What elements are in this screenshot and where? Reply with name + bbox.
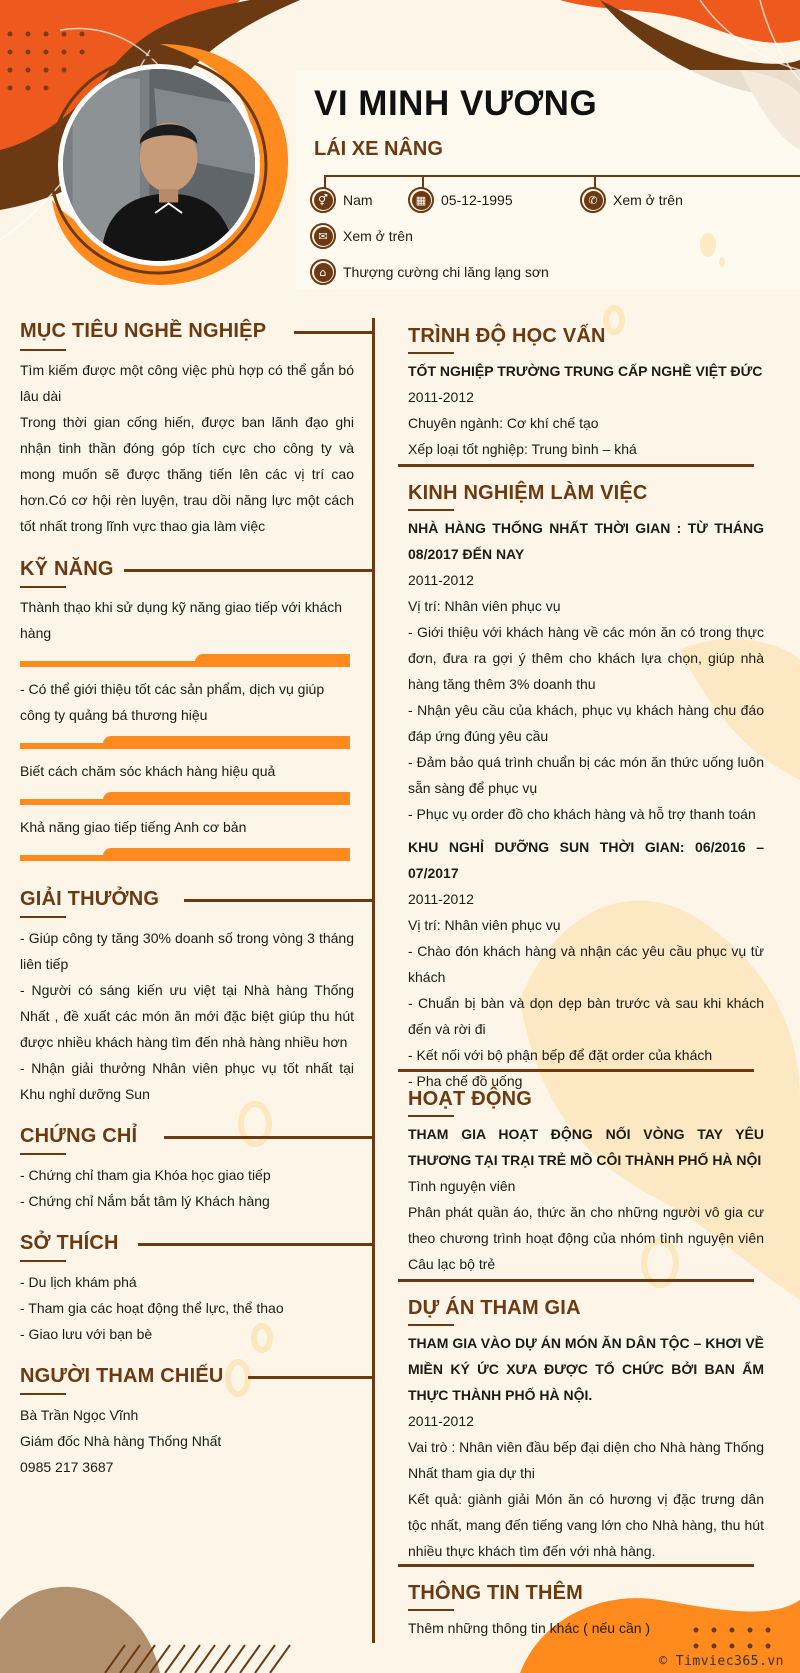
hobbies-title: SỞ THÍCH [20, 1232, 119, 1254]
awards-text: - Giúp công ty tăng 30% doanh số trong vòng 3 tháng liên tiếp - Người có sáng kiến ưu việt tại Nhà hàng Thống Nhất , đề xuất các món ăn mới đặc biệt giúp thu hút được nhiều khách hàng tìm đến nhà hàng nhiều hơn - Nhận giải thưởng Nhân viên phục vụ tốt nhất tại Khu nghỉ dưỡng Sun [20, 930, 354, 1102]
references-title: NGƯỜI THAM CHIẾU [20, 1365, 224, 1387]
skill-item: Khả năng giao tiếp tiếng Anh cơ bản [20, 814, 352, 861]
skills-title: KỸ NĂNG [20, 558, 114, 580]
more-info-title: THÔNG TIN THÊM [408, 1582, 584, 1604]
section-underline [408, 509, 454, 511]
section-separator [398, 1564, 754, 1567]
more-info-text: Thêm những thông tin khác ( nếu cần ) [408, 1620, 651, 1636]
calendar-icon: ▦ [408, 187, 434, 213]
avatar [58, 64, 260, 266]
experience-title: KINH NGHIỆM LÀM VIỆC [408, 482, 648, 504]
section-line [164, 1136, 374, 1139]
candidate-name: VI MINH VƯƠNG [314, 84, 598, 123]
certificates-text: - Chứng chỉ tham gia Khóa học giao tiếp - Chứng chỉ Nắm bắt tâm lý Khách hàng [20, 1167, 271, 1209]
section-line [294, 331, 374, 334]
info-email [310, 223, 413, 249]
section-line [248, 1376, 374, 1379]
skill-item: Thành thạo khi sử dụng kỹ năng giao tiếp với khách hàng [20, 594, 352, 667]
info-email-value: Xem ở trên [343, 228, 413, 244]
section-underline [20, 349, 66, 351]
section-line [184, 899, 374, 902]
info-birthday-value: 05-12-1995 [441, 192, 513, 208]
education-text: TỐT NGHIỆP TRƯỜNG TRUNG CẤP NGHỀ VIỆT ĐỨC 2011-2012 Chuyên ngành: Cơ khí chế tạo Xếp loại tốt nghiệp: Trung bình – khá [408, 363, 763, 457]
objective-text: Tìm kiếm được một công việc phù hợp có thể gắn bó lâu dài Trong thời gian cống hiến, được ban lãnh đạo ghi nhận tinh thần đóng góp tích cực cho công ty và mong muốn sẽ được thăng tiến lên các vị trí cao hơn.Có cơ hội rèn luyện, trau dồi năng lực một cách tốt nhất trong lĩnh vực thao gia làm việc [20, 362, 354, 534]
references-text: Bà Trần Ngọc Vĩnh Giám đốc Nhà hàng Thống Nhất 0985 217 3687 [20, 1407, 222, 1475]
info-gender [310, 187, 373, 213]
location-icon: ⌂ [310, 259, 336, 285]
certificates-title: CHỨNG CHỈ [20, 1125, 138, 1147]
info-gender-value: Nam [343, 192, 373, 208]
projects-title: DỰ ÁN THAM GIA [408, 1297, 581, 1319]
section-underline [20, 1393, 66, 1395]
section-separator [398, 1279, 754, 1282]
section-separator [398, 464, 754, 467]
section-line [138, 1243, 374, 1246]
awards-title: GIẢI THƯỞNG [20, 888, 160, 910]
activities-text: THAM GIA HOẠT ĐỘNG NỐI VÒNG TAY YÊU THƯƠNG TẠI TRẠI TRẺ MỒ CÔI THÀNH PHỐ HÀ NỘI Tình nguyện viên Phân phát quần áo, thức ăn cho những người vô gia cư theo chương trình hoạt động của nhóm tình nguyện viên Câu lạc bộ trẻ [408, 1126, 764, 1272]
experience-job-1: NHÀ HÀNG THỐNG NHẤT THỜI GIAN : TỪ THÁNG 08/2017 ĐẾN NAY 2011-2012 Vị trí: Nhân viên phục vụ - Giới thiệu với khách hàng về các món ăn có trong thực đơn, đưa ra gợi ý thêm cho khách lựa chọn, giúp nhà hàng tăng thêm 3% doanh thu - Nhận yêu cầu của khách, phục vụ khách hàng chu đáo đáp ứng đúng yêu cầu - Đảm bảo quá trình chuẩn bị các món ăn thức uống luôn sẵn sàng để phục vụ - Phục vụ order đồ cho khách hàng và hỗ trợ thanh toán [408, 520, 764, 822]
email-icon: ✉ [310, 223, 336, 249]
projects-text: THAM GIA VÀO DỰ ÁN MÓN ĂN DÂN TỘC – KHƠI VỀ MIỀN KÝ ỨC XƯA ĐƯỢC TỔ CHỨC BỞI BAN ẨM THỰC THÀNH PHỐ HÀ NỘI. 2011-2012 Vai trò : Nhân viên đầu bếp đại diện cho Nhà hàng Thống Nhất tham gia dự thi Kết quả: giành giải Món ăn có hương vị đặc trưng dân tộc nhất, mang đến tiếng vang lớn cho Nhà hàng, thu hút nhiều thực khách tìm đến với nhà hàng. [408, 1335, 764, 1559]
section-separator [398, 1069, 754, 1072]
section-underline [20, 1153, 66, 1155]
section-underline [408, 1609, 454, 1611]
skill-item: Biết cách chăm sóc khách hàng hiệu quả [20, 758, 352, 805]
column-divider [372, 318, 375, 1643]
skill-bar [20, 654, 350, 667]
section-underline [408, 1324, 454, 1326]
phone-icon: ✆ [580, 187, 606, 213]
experience-job-2: KHU NGHỈ DƯỠNG SUN THỜI GIAN: 06/2016 – 07/2017 2011-2012 Vị trí: Nhân viên phục vụ - Chào đón khách hàng và nhận các yêu cầu phục vụ từ khách - Chuẩn bị bàn và dọn dẹp bàn trước và sau khi khách đến và rời đi - Kết nối với bộ phận bếp để đặt order của khách - Pha chế đồ uống [408, 839, 764, 1089]
section-underline [20, 586, 66, 588]
section-underline [20, 916, 66, 918]
section-line [124, 569, 374, 572]
info-birthday [408, 187, 513, 213]
hobbies-text: - Du lịch khám phá - Tham gia các hoạt động thể lực, thể thao - Giao lưu với bạn bè [20, 1274, 284, 1342]
skill-bar [20, 736, 350, 749]
job-title: LÁI XE NÂNG [314, 138, 443, 160]
info-phone [580, 187, 683, 213]
section-underline [408, 1115, 454, 1117]
info-address-value: Thượng cường chi lăng lạng sơn [343, 264, 549, 280]
info-phone-value: Xem ở trên [613, 192, 683, 208]
gender-icon: ⚥ [310, 187, 336, 213]
education-title: TRÌNH ĐỘ HỌC VẤN [408, 325, 606, 347]
info-address [310, 259, 549, 285]
skill-bar [20, 848, 350, 861]
skill-item: - Có thể giới thiệu tốt các sản phẩm, dịch vụ giúp công ty quảng bá thương hiệu [20, 676, 352, 749]
section-underline [408, 352, 454, 354]
objective-title: MỤC TIÊU NGHỀ NGHIỆP [20, 320, 267, 342]
activities-title: HOẠT ĐỘNG [408, 1088, 533, 1110]
watermark: © Timviec365.vn [659, 1654, 784, 1669]
section-underline [20, 1260, 66, 1262]
skill-bar [20, 792, 350, 805]
info-divider [324, 175, 800, 177]
